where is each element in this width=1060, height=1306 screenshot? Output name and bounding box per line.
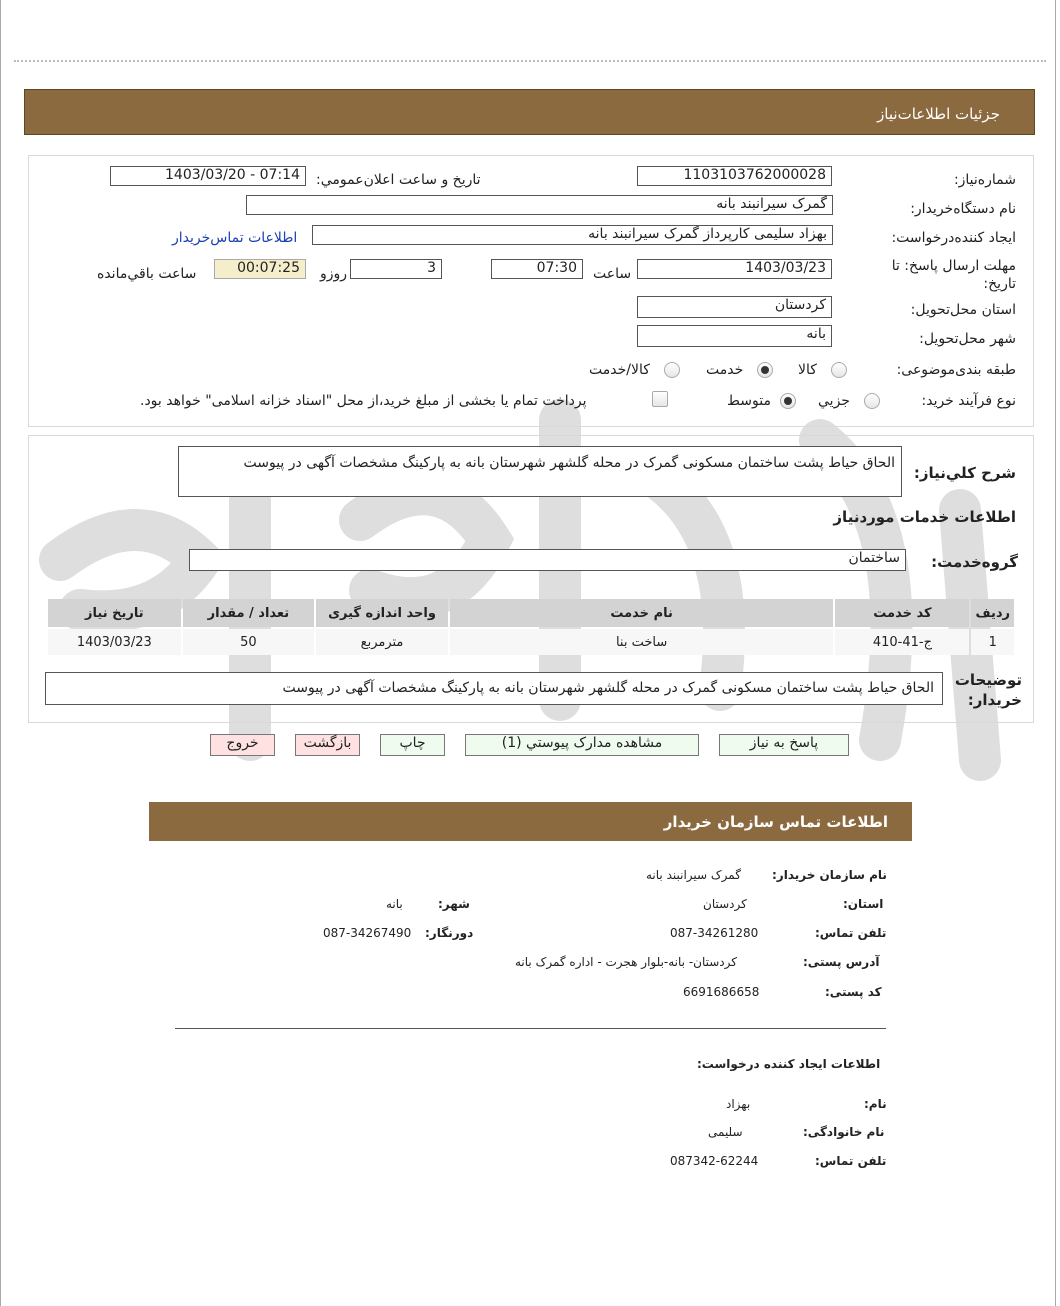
process-medium-radio[interactable]	[780, 393, 796, 409]
contact-header-bar	[149, 802, 912, 841]
contact-phone-label: تلفن تماس:	[815, 926, 887, 940]
contact-city-value: بانه	[386, 897, 403, 911]
deadline-time-field[interactable]: 07:30	[491, 259, 583, 279]
services-table	[46, 597, 1016, 657]
contact-postal-label: کد پستی:	[825, 985, 882, 999]
buyer-contact-link[interactable]: اطلاعات تماس‌خريدار	[172, 230, 298, 246]
requester-field[interactable]: بهزاد سلیمی کارپرداز گمرک سیرانبند بانه	[312, 225, 833, 245]
announce-label: تاريخ و ساعت اعلان‌عمومي:	[316, 172, 481, 188]
creator-section-title: اطلاعات ایجاد کننده درخواست:	[697, 1057, 881, 1071]
creator-family-label: نام خانوادگی:	[803, 1125, 885, 1139]
process-medium-label: متوسط	[727, 393, 771, 409]
category-label: طبقه بندی‌موضوعی:	[896, 362, 1016, 378]
cell-row: 1	[971, 629, 1014, 655]
details-header-title: جزئيات اطلاعات‌نیاز	[877, 105, 1000, 123]
service-group-label: گروه‌خدمت:	[931, 553, 1018, 571]
contact-divider	[175, 1028, 886, 1029]
buyer-org-label: نام دستگاه‌خريدار:	[910, 201, 1016, 217]
process-minor-label: جزيي	[818, 393, 850, 409]
exit-button[interactable]: خروج	[210, 734, 275, 756]
creator-name-label: نام:	[864, 1097, 887, 1111]
summary-label: شرح کلي‌نياز:	[913, 464, 1016, 482]
treasury-payment-checkbox[interactable]	[652, 391, 668, 407]
contact-city-label: شهر:	[438, 897, 470, 911]
page-right-border	[1055, 0, 1056, 1306]
summary-text-box: الحاق حیاط پشت ساختمان مسکونی گمرک در محله گلشهر شهرستان بانه به پارکینگ مشخصات آگهی در پیوست	[178, 446, 902, 497]
col-unit: واحد اندازه گیری	[316, 599, 448, 627]
back-button[interactable]: بازگشت	[295, 734, 360, 756]
contact-fax-value: 087-34267490	[323, 926, 412, 940]
deadline-date-field[interactable]: 1403/03/23	[637, 259, 832, 279]
creator-phone-value: 087342-62244	[670, 1154, 759, 1168]
reply-button[interactable]: پاسخ به نياز	[719, 734, 849, 756]
buyer-org-field[interactable]: گمرک سیرانبند بانه	[246, 195, 833, 215]
city-label: شهر محل‌تحويل:	[919, 331, 1016, 347]
days-field[interactable]: 3	[350, 259, 442, 279]
treasury-payment-note: پرداخت تمام يا بخشی از مبلغ خريد،از محل "اسناد خزانه اسلامی" خواهد بود.	[140, 393, 587, 409]
category-goods-label: کالا	[798, 362, 817, 378]
process-label: نوع فرآیند خرید:	[921, 393, 1016, 409]
contact-address-label: آدرس پستی:	[803, 955, 880, 969]
remaining-label: ساعت باقي‌مانده	[97, 266, 197, 282]
col-row: رديف	[971, 599, 1014, 627]
services-table-header	[48, 599, 1014, 627]
contact-address-value: کردستان- بانه-بلوار هجرت - اداره گمرک بانه	[515, 955, 737, 969]
cell-unit: مترمربع	[316, 629, 448, 655]
deadline-time-label: ساعت	[593, 266, 632, 282]
remaining-time-field: 00:07:25	[214, 259, 306, 279]
details-header-bar	[24, 89, 1035, 135]
col-qty: تعداد / مقدار	[183, 599, 315, 627]
contact-org-value: گمرک سیرانبند بانه	[646, 868, 741, 882]
cell-code: ج-41-410	[835, 629, 969, 655]
top-dotted-divider	[14, 60, 1046, 62]
service-group-field[interactable]: ساختمان	[189, 549, 906, 571]
contact-header-title: اطلاعات تماس سازمان خريدار	[663, 813, 888, 831]
category-service-label: خدمت	[706, 362, 744, 378]
cell-name: ساخت بنا	[450, 629, 833, 655]
category-both-label: کالا/خدمت	[589, 362, 650, 378]
announce-field[interactable]: 1403/03/20 - 07:14	[110, 166, 306, 186]
contact-org-label: نام سازمان خريدار:	[772, 868, 887, 882]
creator-phone-label: تلفن تماس:	[815, 1154, 887, 1168]
contact-province-value: کردستان	[703, 897, 747, 911]
creator-name-value: بهزاد	[726, 1097, 751, 1111]
province-label: استان محل‌تحويل:	[910, 302, 1016, 318]
buyer-notes-box: الحاق حیاط پشت ساختمان مسکونی گمرک در محله گلشهر شهرستان بانه به پارکینگ مشخصات آگهی در پیوست	[45, 672, 943, 705]
col-code: کد خدمت	[835, 599, 969, 627]
city-field[interactable]: بانه	[637, 325, 832, 347]
province-field[interactable]: کردستان	[637, 296, 832, 318]
col-name: نام خدمت	[450, 599, 833, 627]
deadline-label: مهلت ارسال پاسخ: تا تاريخ:	[891, 258, 1016, 292]
services-section-title: اطلاعات خدمات موردنیاز	[833, 508, 1016, 526]
creator-family-value: سلیمی	[708, 1125, 743, 1139]
page-left-border	[0, 0, 1, 1306]
col-date: تاريخ نياز	[48, 599, 181, 627]
category-goods-radio[interactable]	[831, 362, 847, 378]
cell-qty: 50	[183, 629, 315, 655]
process-minor-radio[interactable]	[864, 393, 880, 409]
category-service-radio[interactable]	[757, 362, 773, 378]
days-label: روزو	[320, 266, 348, 282]
need-number-label: شماره‌نیاز:	[953, 172, 1016, 188]
requester-label: ايجاد کننده‌درخواست:	[891, 230, 1016, 246]
attachments-button[interactable]: مشاهده مدارک پيوستي (1)	[465, 734, 699, 756]
table-row	[48, 629, 1014, 655]
need-number-field[interactable]: 1103103762000028	[637, 166, 832, 186]
contact-province-label: استان:	[843, 897, 884, 911]
contact-fax-label: دورنگار:	[425, 926, 474, 940]
category-both-radio[interactable]	[664, 362, 680, 378]
print-button[interactable]: چاپ	[380, 734, 445, 756]
cell-date: 1403/03/23	[48, 629, 181, 655]
contact-postal-value: 6691686658	[683, 985, 760, 999]
buyer-notes-label: توضيحات خريدار:	[954, 671, 1022, 709]
contact-phone-value: 087-34261280	[670, 926, 759, 940]
